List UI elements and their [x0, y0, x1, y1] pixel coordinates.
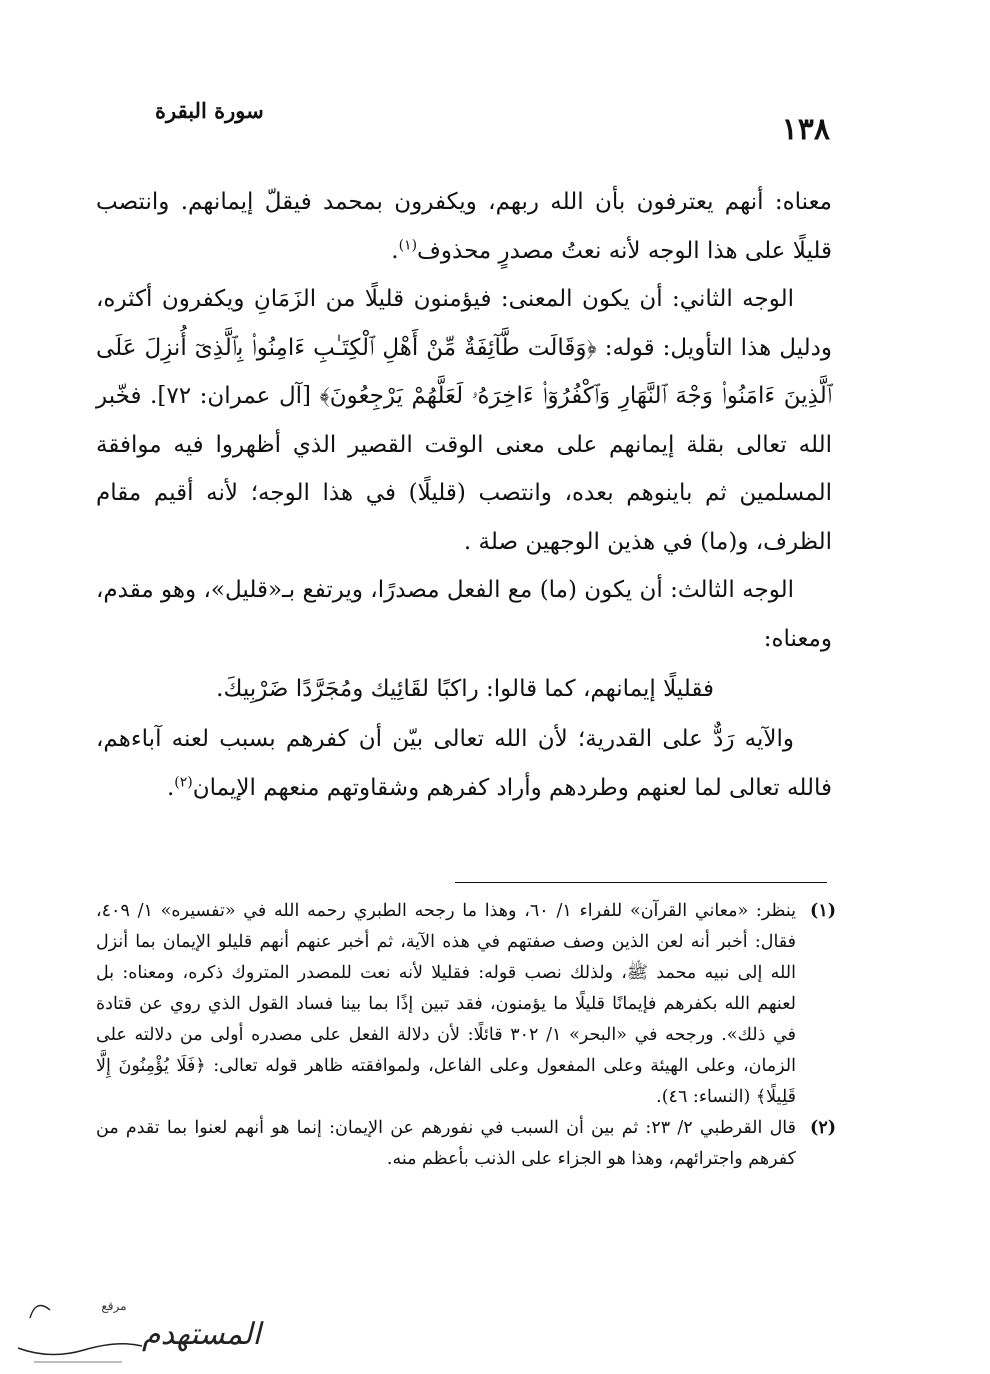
paragraph-2: الوجه الثاني: أن يكون المعنى: فيؤمنون قليلًا من الزَمَانِ ويكفرون أكثره، ودليل هذا التأويل: قوله: ﴿وَقَالَت طَّآئِفَةٌ مِّنْ أَهْلِ ٱلْكِتَـٰبِ ءَامِنُوا۟ بِٱلَّذِىٓ أُنزِلَ عَلَى ٱلَّذِينَ ءَامَنُوا۟ وَجْهَ ٱلنَّهَارِ وَٱكْفُرُوٓا۟ ءَاخِرَهُۥ لَعَلَّهُمْ يَرْجِعُونَ﴾ [آل عمران: ٧٢]. فخّبر الله تعالى بقلة إيمانهم على معنى الوقت القصير الذي أظهروا فيه موافقة المسلمين ثم باينوهم بعده، وانتصب (قليلًا) في هذا الوجه؛ لأنه أقيم مقام الظرف، و(ما) في هذين الوجهين صلة . — [96, 286, 832, 555]
footnote-ref-2[interactable]: (٢) — [174, 773, 193, 790]
footnotes — [96, 896, 836, 1175]
footnote-ref-1[interactable]: (١) — [398, 236, 418, 253]
paragraph-1-text: معناه: أنهم يعترفون بأن الله ربهم، ويكفرون بمحمد فيقلّ إيمانهم. وانتصب قليلًا على هذا الوجه لأنه نعتُ مصدرٍ محذوف — [96, 189, 832, 264]
paragraph-1: معناه: أنهم يعترفون بأن الله ربهم، ويكفرون بمحمد فيقلّ إيمانهم. وانتصب قليلًا على هذا الوجه لأنه نعتُ مصدرٍ محذوف$^{(١)}$. — [96, 189, 832, 264]
paragraph-4: والآيه رَدٌّ على القدرية؛ لأن الله تعالى بيّن أن كفرهم بسبب لعنه آباءهم، فالله تعالى لما لعنهم وطردهم وأراد كفرهم وشقاوتهم منعهم الإيمان$^{(٢)}$. — [96, 726, 832, 801]
svg-text:مرقع: مرقع — [101, 1299, 127, 1313]
calligraphy-logo — [10, 1288, 261, 1370]
paragraph-4-text: والآيه رَدٌّ على القدرية؛ لأن الله تعالى بيّن أن كفرهم بسبب لعنه آباءهم، فالله تعالى لما لعنهم وطردهم وأراد كفرهم وشقاوتهم منعهم الإيمان — [96, 726, 832, 801]
page-number: ١٣٨ — [781, 112, 830, 147]
footnote-separator — [455, 882, 827, 883]
running-title: سورة البقرة — [155, 98, 264, 123]
example-line: فقليلًا إيمانهم، كما قالوا: راكبًا لقَائِيك ومُجَرَّدًا ضَرْبِيكَ. — [216, 676, 714, 702]
footnote-1 — [96, 896, 836, 1113]
footnote-1-text: ينظر: «معاني القرآن» للفراء ١/ ٦٠، وهذا ما رجحه الطبري رحمه الله في «تفسيره» ١/ ٤٠٩، فقال: أخبر أنه لعن الذين وصف صفتهم في هذه الآية، ثم أخبر عنهم أنهم قليلو الإيمان بما أنزل الله إلى نبيه محمد ﷺ، ولذلك نصب قوله: فقليلا لأنه نعت للمصدر المتروك ذكره، ومعناه: بل لعنهم الله بكفرهم فإيمانًا قليلًا ما يؤمنون، فقد تبين إذًا بما بينا فساد القول الذي روي عن قتادة في ذلك». ورجحه في «البحر» ١/ ٣٠٢ قائلًا: لأن دلالة الفعل على مصدره أولى من دلالته على الزمان، وعلى الهيئة وعلى المفعول وعلى الفاعل، ولموافقته ظاهر قوله تعالى: ﴿فَلَا يُؤْمِنُونَ إِلَّا قَلِيلًا﴾ (النساء: ٤٦). — [96, 901, 796, 1107]
svg-text:المستهدم: المستهدم — [142, 1317, 261, 1352]
footnote-2 — [96, 1113, 836, 1175]
paragraph-3: الوجه الثالث: أن يكون (ما) مع الفعل مصدرًا، ويرتفع بـ«قليل»، وهو مقدم، ومعناه: — [96, 577, 832, 652]
footnote-2-number: (٢) — [810, 1118, 836, 1138]
footnote-2-text: قال القرطبي ٢/ ٢٣: ثم بين أن السبب في نفورهم عن الإيمان: إنما هو أنهم لعنوا بما تقدم من كفرهم واجترائهم، وهذا هو الجزاء على الذنب بأعظم منه. — [96, 1118, 796, 1169]
footnote-1-number: (١) — [810, 901, 836, 921]
main-text — [96, 178, 832, 812]
page-header — [95, 90, 830, 160]
